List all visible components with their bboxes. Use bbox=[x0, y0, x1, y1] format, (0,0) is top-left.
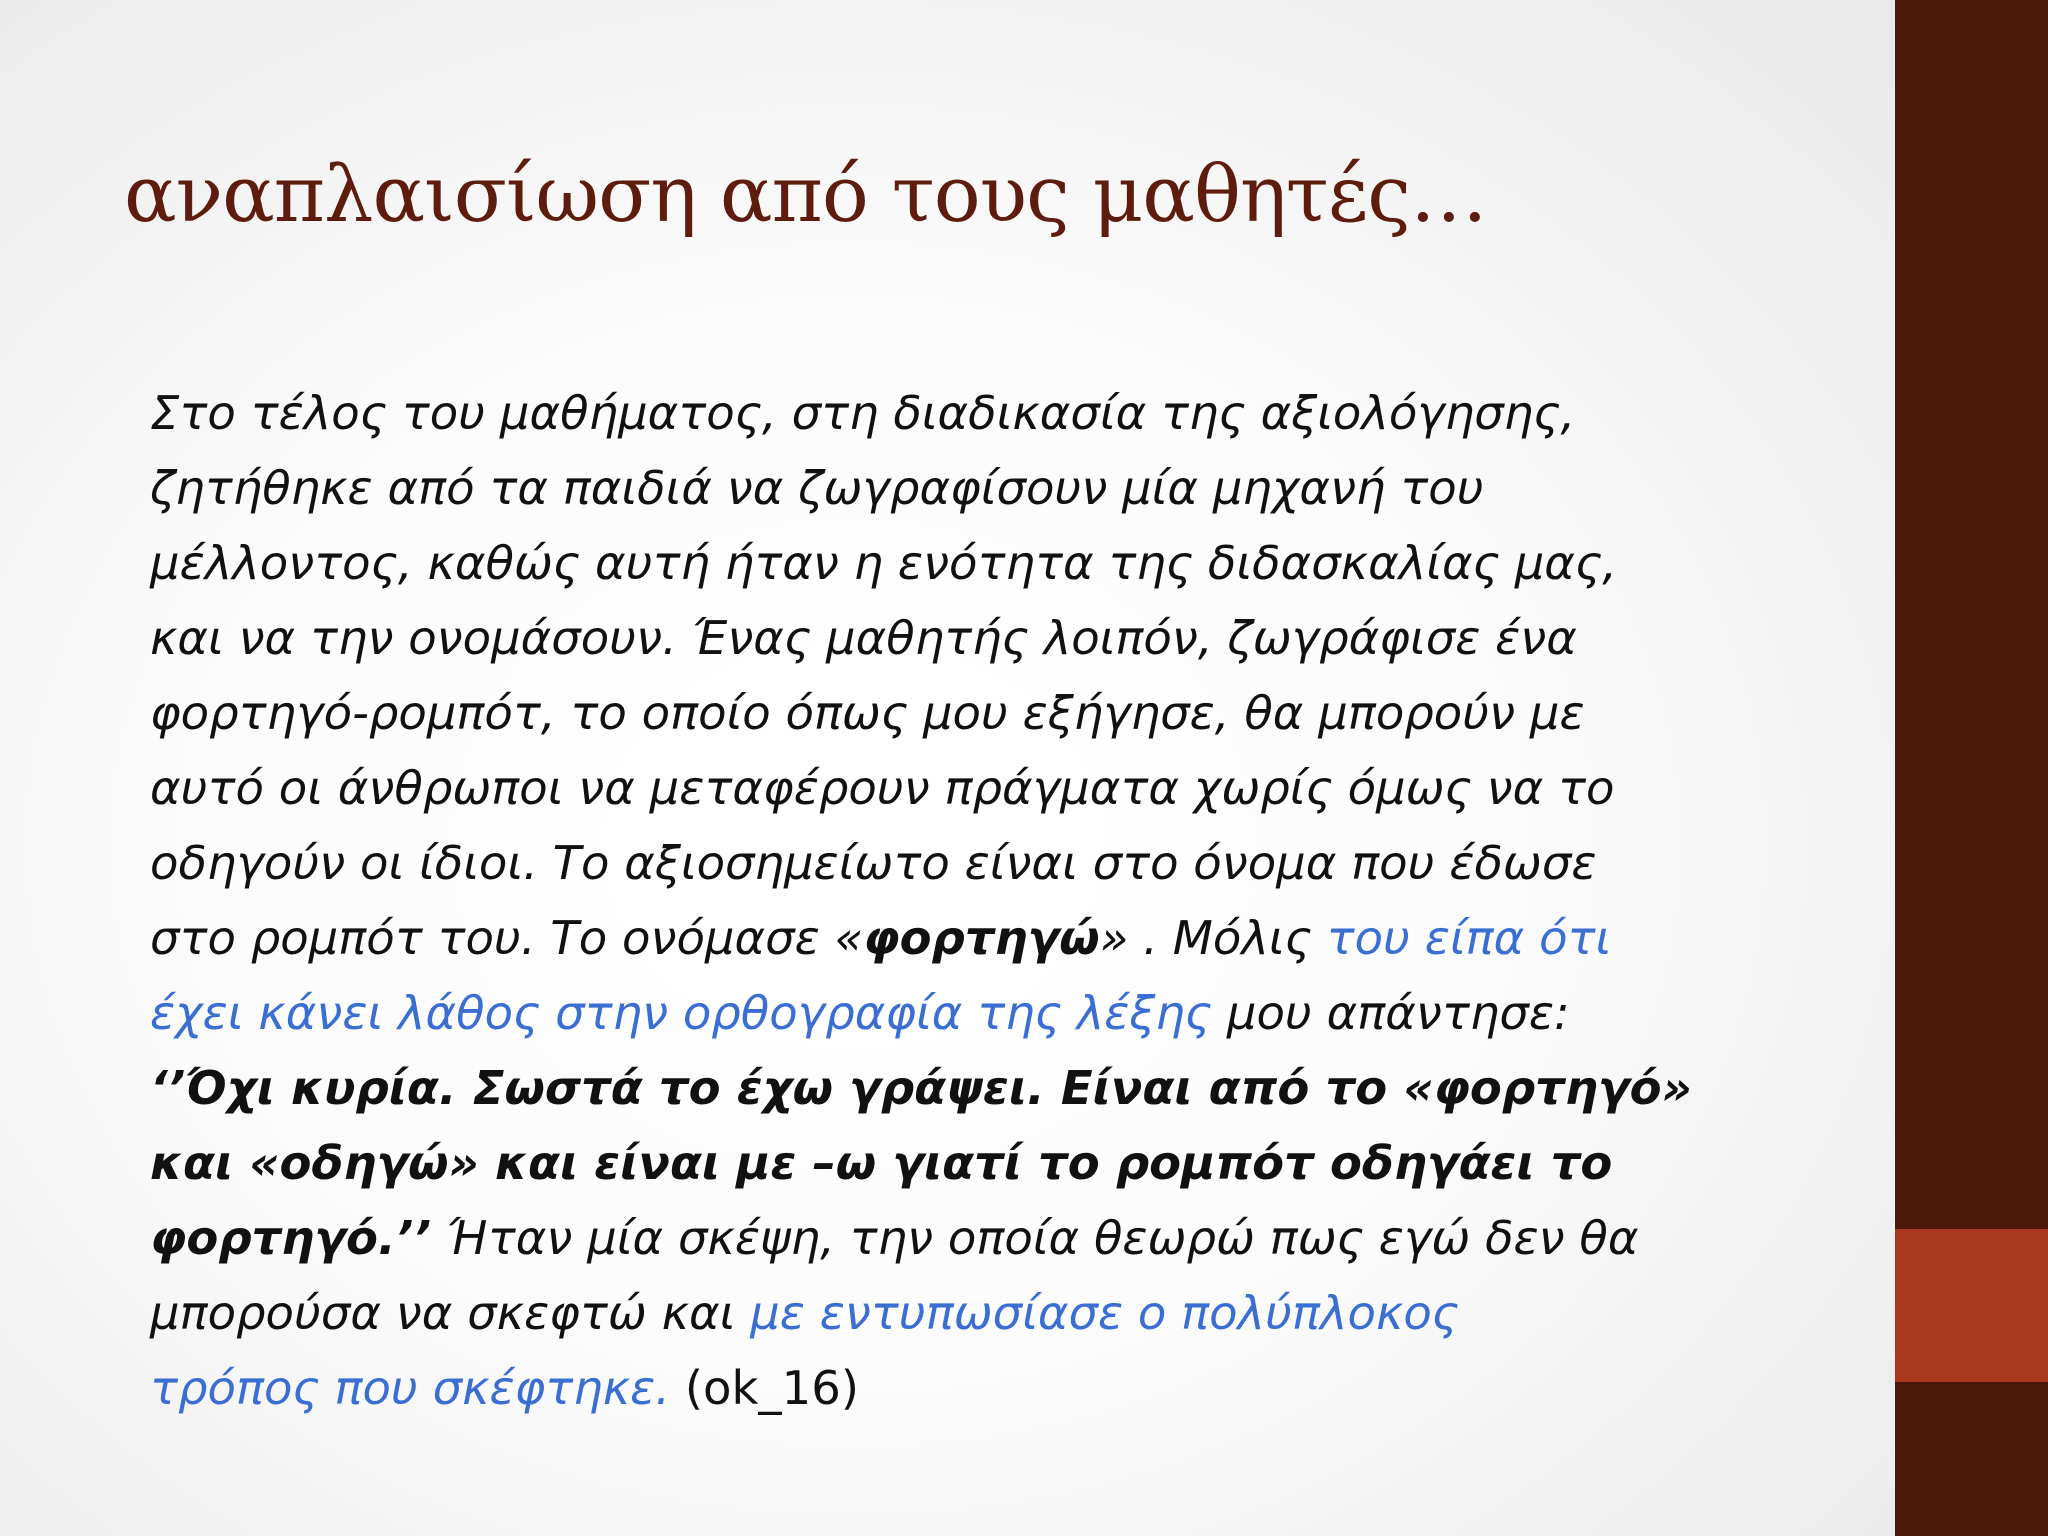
text-run: Ήταν μία σκέψη, την οποία θεωρώ πως εγώ δεν θα bbox=[431, 1211, 1639, 1265]
text-run: στο ρομπότ του. Το ονόμασε « bbox=[150, 911, 864, 965]
text-line bbox=[150, 826, 1810, 901]
text-line bbox=[150, 1051, 1810, 1126]
bold-text-run: και «οδηγώ» και είναι με –ω γιατί το ρομπότ οδηγάει το bbox=[150, 1136, 1613, 1190]
text-run: Στο τέλος του μαθήματος, στη διαδικασία της αξιολόγησης, bbox=[150, 386, 1576, 440]
highlighted-text-run: του είπα ότι bbox=[1326, 911, 1612, 965]
text-run: » . Μόλις bbox=[1099, 911, 1327, 965]
slide-title: αναπλαισίωση από τους μαθητές… bbox=[124, 150, 1487, 240]
text-run: αυτό οι άνθρωποι να μεταφέρουν πράγματα χωρίς όμως να το bbox=[150, 761, 1615, 815]
text-line bbox=[150, 1351, 1810, 1426]
bold-text-run: φορτηγώ bbox=[863, 911, 1100, 965]
text-line bbox=[150, 751, 1810, 826]
text-line bbox=[150, 526, 1810, 601]
text-line bbox=[150, 1126, 1810, 1201]
decorative-sidebar bbox=[1895, 0, 2048, 1536]
highlighted-text-run: τρόπος που σκέφτηκε. bbox=[150, 1361, 671, 1415]
text-line bbox=[150, 1201, 1810, 1276]
text-run: μου απάντησε: bbox=[1212, 986, 1570, 1040]
text-line bbox=[150, 901, 1810, 976]
text-line bbox=[150, 676, 1810, 751]
text-run: μέλλοντος, καθώς αυτή ήταν η ενότητα της διδασκαλίας μας, bbox=[150, 536, 1618, 590]
text-run: και να την ονομάσουν. Ένας μαθητής λοιπόν, ζωγράφισε ένα bbox=[150, 611, 1577, 665]
text-line bbox=[150, 376, 1810, 451]
text-line bbox=[150, 976, 1810, 1051]
text-line bbox=[150, 1276, 1810, 1351]
text-line bbox=[150, 451, 1810, 526]
highlighted-text-run: με εντυπωσίασε ο πολύπλοκος bbox=[750, 1286, 1460, 1340]
text-run: (ok_16) bbox=[670, 1361, 859, 1415]
text-run: οδηγούν οι ίδιοι. Το αξιοσημείωτο είναι στο όνομα που έδωσε bbox=[150, 836, 1597, 890]
slide-body-text bbox=[150, 376, 1810, 1426]
bold-text-run: φορτηγό.’’ bbox=[150, 1211, 431, 1265]
text-run: μπορούσα να σκεφτώ και bbox=[150, 1286, 751, 1340]
highlighted-text-run: έχει κάνει λάθος στην ορθογραφία της λέξης bbox=[150, 986, 1213, 1040]
text-run: φορτηγό-ρομπότ, το οποίο όπως μου εξήγησε, θα μπορούν με bbox=[150, 686, 1585, 740]
sidebar-accent-block bbox=[1895, 1229, 2048, 1382]
bold-text-run: ‘’Όχι κυρία. Σωστά το έχω γράψει. Είναι από το «φορτηγό» bbox=[150, 1061, 1692, 1115]
text-run: ζητήθηκε από τα παιδιά να ζωγραφίσουν μία μηχανή του bbox=[150, 461, 1484, 515]
text-line bbox=[150, 601, 1810, 676]
